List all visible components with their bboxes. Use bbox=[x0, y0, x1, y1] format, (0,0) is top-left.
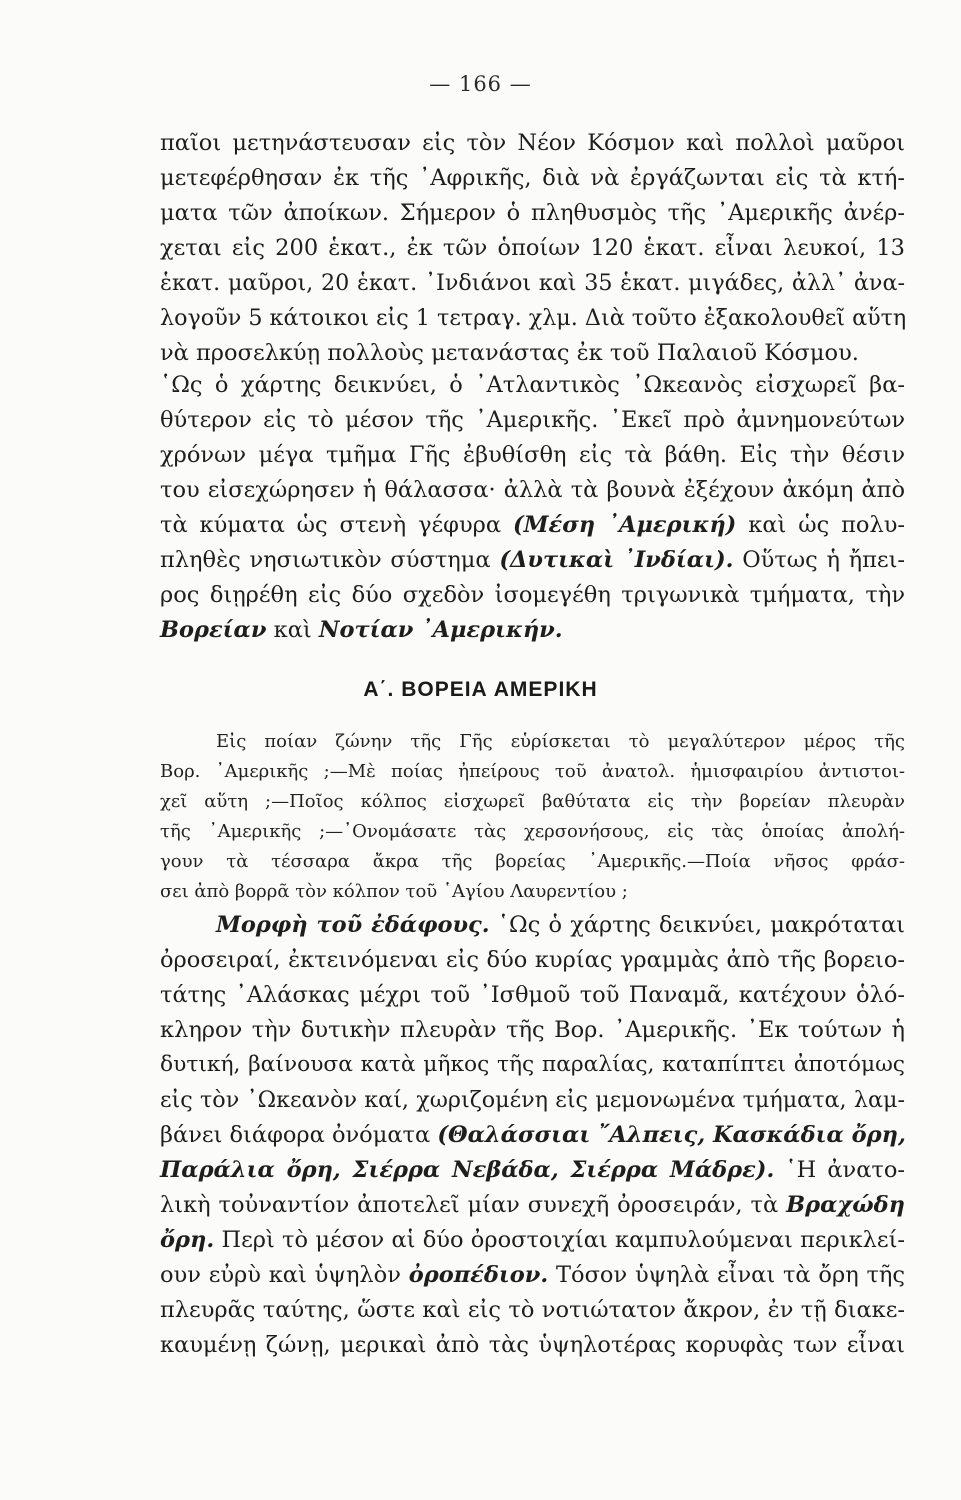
text-line: ὀροσειραί, ἐκτεινόμεναι εἰς δύο κυρίας γραμμὰς ἀπὸ τῆς βορειο- bbox=[160, 947, 905, 973]
text-line: ῾Ως ὁ χάρτης δεικνύει, ὁ ᾿Ατλαντικὸς ᾿Ωκεανὸς εἰσχωρεῖ βα- bbox=[160, 372, 905, 398]
text-line bbox=[160, 545, 905, 575]
text-line: χεται εἰς 200 ἑκατ., ἐκ τῶν ὁποίων 120 ἑκατ. εἶναι λευκοί, 13 bbox=[160, 235, 905, 261]
text-line bbox=[160, 1260, 905, 1290]
text-line bbox=[160, 1155, 905, 1185]
text-run: ουν εὐρὺ καὶ ὑψηλὸν bbox=[160, 1262, 401, 1288]
text-line: πλευρᾶς ταύτης, ὥστε καὶ εἰς τὸ νοτιώτατον ἄκρον, ἐν τῇ διακε- bbox=[160, 1297, 905, 1323]
text-line: ματα τῶν ἀποίκων. Σήμερον ὁ πληθυσμὸς τῆς ᾿Αμερικῆς ἀνέρ- bbox=[160, 200, 905, 226]
text-run: Τόσον ὑψηλὰ εἶναι τὰ ὄρη τῆς bbox=[556, 1262, 906, 1288]
text-line: του εἰσεχώρησεν ἡ θάλασσα· ἀλλὰ τὰ βουνὰ ἐξέχουν ἀκόμη ἀπὸ bbox=[160, 477, 905, 503]
question-line: χεῖ αὕτη ;—Ποῖος κόλπος εἰσχωρεῖ βαθύτατα εἰς τὴν βορείαν πλευρὰν bbox=[160, 791, 905, 812]
text-line: δυτική, βαίνουσα κατὰ μῆκος τῆς παραλίας, καταπίπτει ἀποτόμως bbox=[160, 1052, 905, 1077]
text-line: τάτης ᾿Αλάσκας μέχρι τοῦ ᾿Ισθμοῦ τοῦ Παναμᾶ, κατέχουν ὁλό- bbox=[160, 982, 905, 1008]
text-run: καὶ bbox=[273, 617, 312, 643]
text-line bbox=[160, 1225, 905, 1255]
text-run: ῾Η ἀνατο- bbox=[785, 1157, 905, 1183]
page-number: — 166 — bbox=[429, 72, 532, 96]
text-run: Οὕτως ἡ ἤπει- bbox=[742, 547, 906, 573]
question-line: σει ἀπὸ βορρᾶ τὸν κόλπον τοῦ ῾Αγίου Λαυρεντίου ; bbox=[160, 881, 628, 902]
text-line bbox=[160, 1120, 905, 1150]
text-line: ρος διῃρέθη εἰς δύο σχεδὸν ἰσομεγέθη τριγωνικὰ τμήματα, τὴν bbox=[160, 582, 905, 608]
text-line: παῖοι μετηνάστευσαν εἰς τὸν Νέον Κόσμον καὶ πολλοὶ μαῦροι bbox=[160, 130, 905, 156]
text-line: εἰς τὸν ᾿Ωκεανὸν καί, χωριζομένη εἰς μεμονωμένα τμήματα, λαμ- bbox=[160, 1087, 905, 1113]
term-plateau: ὀροπέδιον. bbox=[408, 1262, 549, 1288]
question-line: Βορ. ᾿Αμερικῆς ;—Μὲ ποίας ἠπείρους τοῦ ἀνατολ. ἡμισφαιρίου ἀντιστοι- bbox=[160, 761, 905, 782]
text-run: πληθὲς νησιωτικὸν σύστημα bbox=[160, 547, 491, 573]
text-line: νὰ προσελκύῃ πολλοὺς μετανάστας ἐκ τοῦ Παλαιοῦ Κόσμου. bbox=[160, 340, 859, 366]
place-name-west-indies: (Δυτικαὶ ᾿Ινδίαι). bbox=[499, 547, 734, 573]
text-run: λικὴ τοὐναντίον ἀποτελεῖ μίαν συνεχῆ ὀροσειράν, τὰ bbox=[160, 1192, 779, 1218]
text-line: ἑκατ. μαῦροι, 20 ἑκατ. ᾿Ινδιάνοι καὶ 35 ἑκατ. μιγάδες, ἀλλ᾿ ἀνα- bbox=[160, 270, 905, 296]
text-run: βάνει διάφορα ὀνόματα bbox=[160, 1122, 431, 1148]
place-name-middle-america: (Μέση ᾿Αμερική) bbox=[512, 512, 737, 538]
text-line: μετεφέρθησαν ἐκ τῆς ᾿Αφρικῆς, διὰ νὰ ἐργάζωνται εἰς τὰ κτή- bbox=[160, 165, 905, 191]
question-line: Εἰς ποίαν ζώνην τῆς Γῆς εὑρίσκεται τὸ μεγαλύτερον μέρος τῆς bbox=[216, 731, 905, 752]
text-line bbox=[160, 615, 905, 645]
text-line bbox=[160, 1190, 905, 1220]
section-heading: Α΄. ΒΟΡΕΙΑ ΑΜΕΡΙΚΗ bbox=[363, 678, 598, 701]
text-line: θύτερον εἰς τὸ μέσον τῆς ᾿Αμερικῆς. ᾿Εκεῖ πρὸ ἀμνημονεύτων bbox=[160, 407, 905, 433]
place-name-south-america: Νοτίαν ᾿Αμερικήν. bbox=[318, 617, 563, 643]
question-line: τῆς ᾿Αμερικῆς ;—᾿Ονομάσατε τὰς χερσονήσους, εἰς τὰς ὁποίας ἀπολή- bbox=[160, 821, 905, 842]
text-line: λογοῦν 5 κάτοικοι εἰς 1 τετραγ. χλμ. Διὰ τοῦτο ἐξακολουθεῖ αὕτη bbox=[160, 305, 907, 331]
subheading-landform: Μορφὴ τοῦ ἐδάφους. bbox=[216, 912, 490, 938]
text-run: Περὶ τὸ μέσον αἱ δύο ὀροστοιχίαι καμπυλούμεναι περικλεί- bbox=[221, 1227, 906, 1253]
text-line: χρόνων μέγα τμῆμα Γῆς ἐβυθίσθη εἰς τὰ βάθη. Εἰς τὴν θέσιν bbox=[160, 442, 905, 468]
text-run: τὰ κύματα ὡς στενὴ γέφυρα bbox=[160, 512, 502, 538]
text-run: καὶ ὡς πολυ- bbox=[748, 512, 905, 538]
mountain-names: Παράλια ὄρη, Σιέρρα Νεβάδα, Σιέρρα Μάδρε). bbox=[160, 1157, 775, 1183]
text-line bbox=[160, 510, 905, 540]
place-name-mountains: ὄρη. bbox=[160, 1227, 215, 1253]
text-line bbox=[216, 910, 905, 940]
question-line: γουν τὰ τέσσαρα ἄκρα τῆς βορείας ᾿Αμερικῆς.—Ποία νῆσος φράσ- bbox=[160, 851, 905, 872]
text-line: κληρον τὴν δυτικὴν πλευρὰν τῆς Βορ. ᾿Αμερικῆς. ᾿Εκ τούτων ἡ bbox=[160, 1017, 905, 1043]
text-run: ῾Ως ὁ χάρτης δεικνύει, μακρόταται bbox=[497, 912, 906, 938]
text-line: καυμένῃ ζώνῃ, μερικαὶ ἀπὸ τὰς ὑψηλοτέρας κορυφὰς των εἶναι bbox=[160, 1332, 905, 1358]
mountain-names: (Θαλάσσιαι ῎Αλπεις, Κασκάδια ὄρη, bbox=[437, 1122, 906, 1148]
place-name-north: Βορείαν bbox=[160, 617, 267, 643]
place-name-rocky: Βραχώδη bbox=[786, 1192, 905, 1218]
